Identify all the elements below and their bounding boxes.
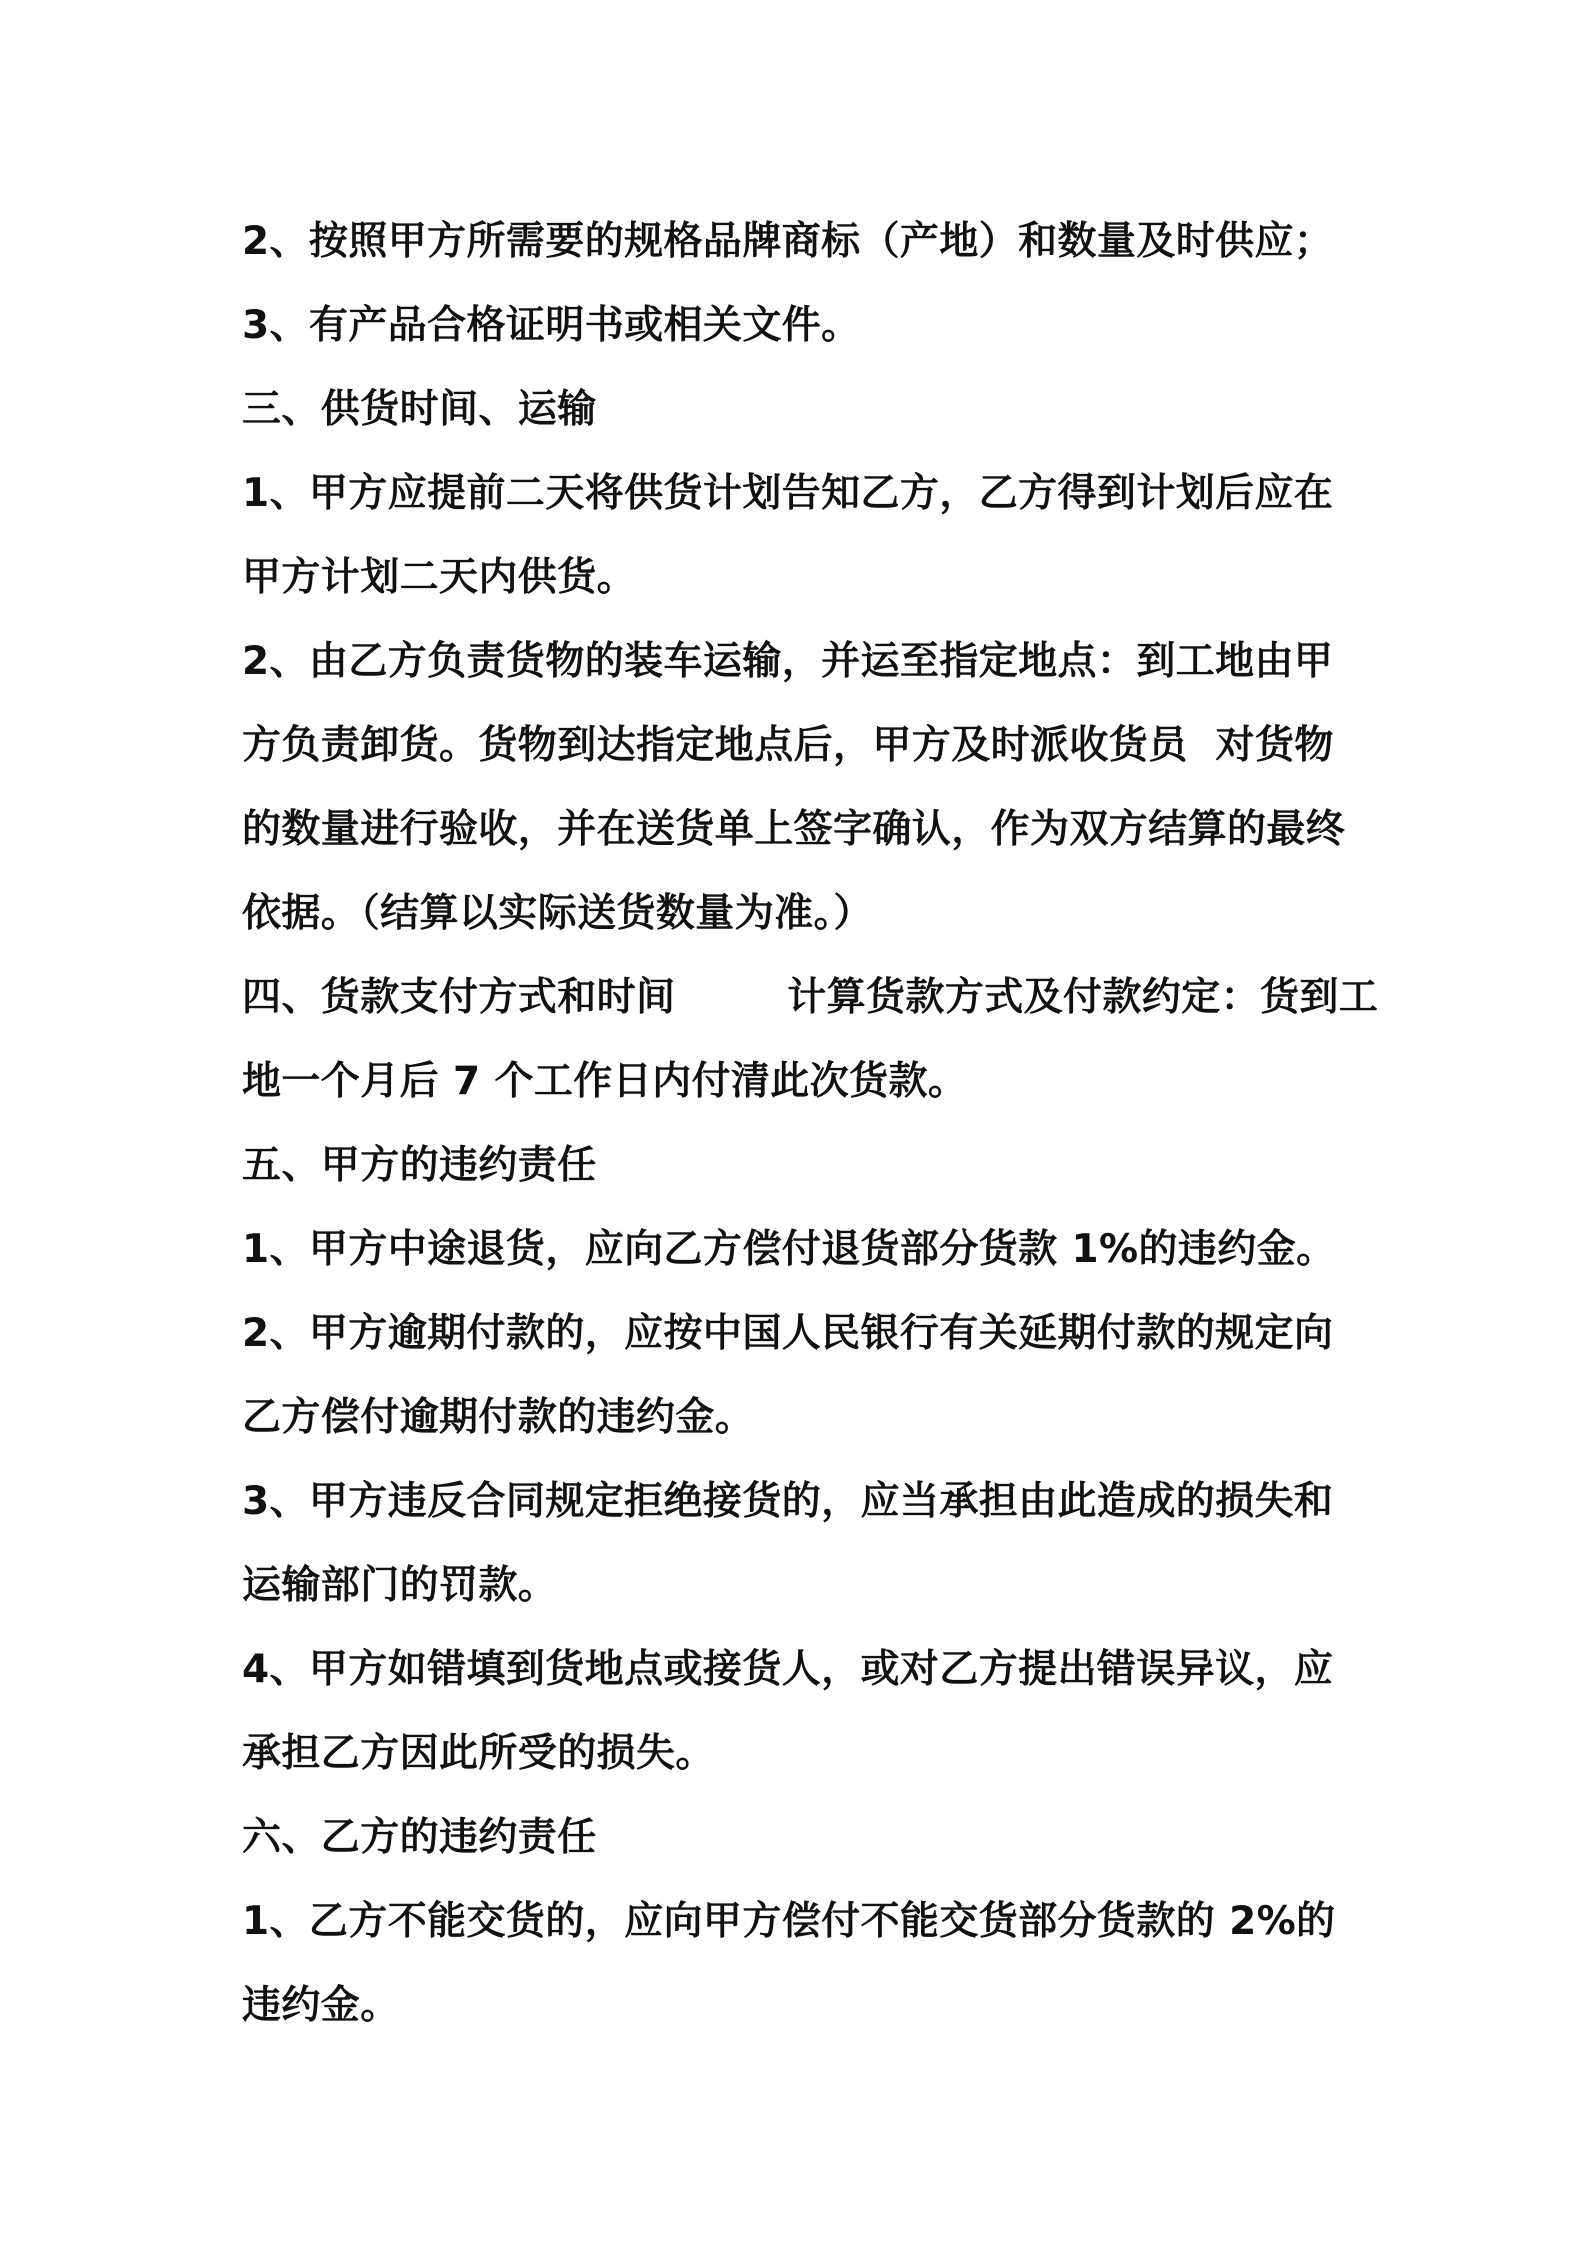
- section-heading-party-b-breach: 六、乙方的违约责任: [242, 1815, 597, 1860]
- section-heading-party-a-breach: 五、甲方的违约责任: [242, 1143, 597, 1188]
- clause-delivery-2-line-4: 依据。（结算以实际送货数量为准。）: [242, 891, 873, 936]
- party-b-breach-1-line-2: 违约金。: [242, 1983, 400, 2028]
- document-body: [242, 200, 1379, 2048]
- party-b-breach-1-line-1: 1、乙方不能交货的，应向甲方偿付不能交货部分货款的 2%的: [242, 1899, 1336, 1944]
- party-a-breach-4-line-2: 承担乙方因此所受的损失。: [242, 1731, 715, 1776]
- clause-delivery-1-line-2: 甲方计划二天内供货。: [242, 555, 637, 600]
- party-a-breach-2-line-1: 2、甲方逾期付款的，应按中国人民银行有关延期付款的规定向: [242, 1311, 1334, 1356]
- party-a-breach-3-line-2: 运输部门的罚款。: [242, 1563, 558, 1608]
- clause-delivery-2-line-2: 方负责卸货。货物到达指定地点后，甲方及时派收货员 对货物: [242, 723, 1334, 768]
- party-a-breach-3-line-1: 3、甲方违反合同规定拒绝接货的，应当承担由此造成的损失和: [242, 1479, 1334, 1524]
- clause-delivery-1-line-1: 1、甲方应提前二天将供货计划告知乙方，乙方得到计划后应在: [242, 471, 1334, 516]
- payment-terms-line-2: 地一个月后 7 个工作日内付清此次货款。: [242, 1059, 968, 1104]
- section-heading-payment: 四、货款支付方式和时间 计算货款方式及付款约定：货到工: [242, 975, 1379, 1020]
- clause-delivery-2-line-1: 2、由乙方负责货物的装车运输，并运至指定地点：到工地由甲: [242, 639, 1334, 684]
- clause-3-certificate: 3、有产品合格证明书或相关文件。: [242, 303, 861, 348]
- clause-2-supply: 2、按照甲方所需要的规格品牌商标（产地）和数量及时供应；: [242, 219, 1334, 264]
- party-a-breach-4-line-1: 4、甲方如错填到货地点或接货人，或对乙方提出错误异议，应: [242, 1647, 1334, 1692]
- section-heading-delivery: 三、供货时间、运输: [242, 387, 597, 432]
- clause-delivery-2-line-3: 的数量进行验收，并在送货单上签字确认，作为双方结算的最终: [242, 807, 1346, 852]
- party-a-breach-1: 1、甲方中途退货，应向乙方偿付退货部分货款 1%的违约金。: [242, 1227, 1336, 1272]
- party-a-breach-2-line-2: 乙方偿付逾期付款的违约金。: [242, 1395, 755, 1440]
